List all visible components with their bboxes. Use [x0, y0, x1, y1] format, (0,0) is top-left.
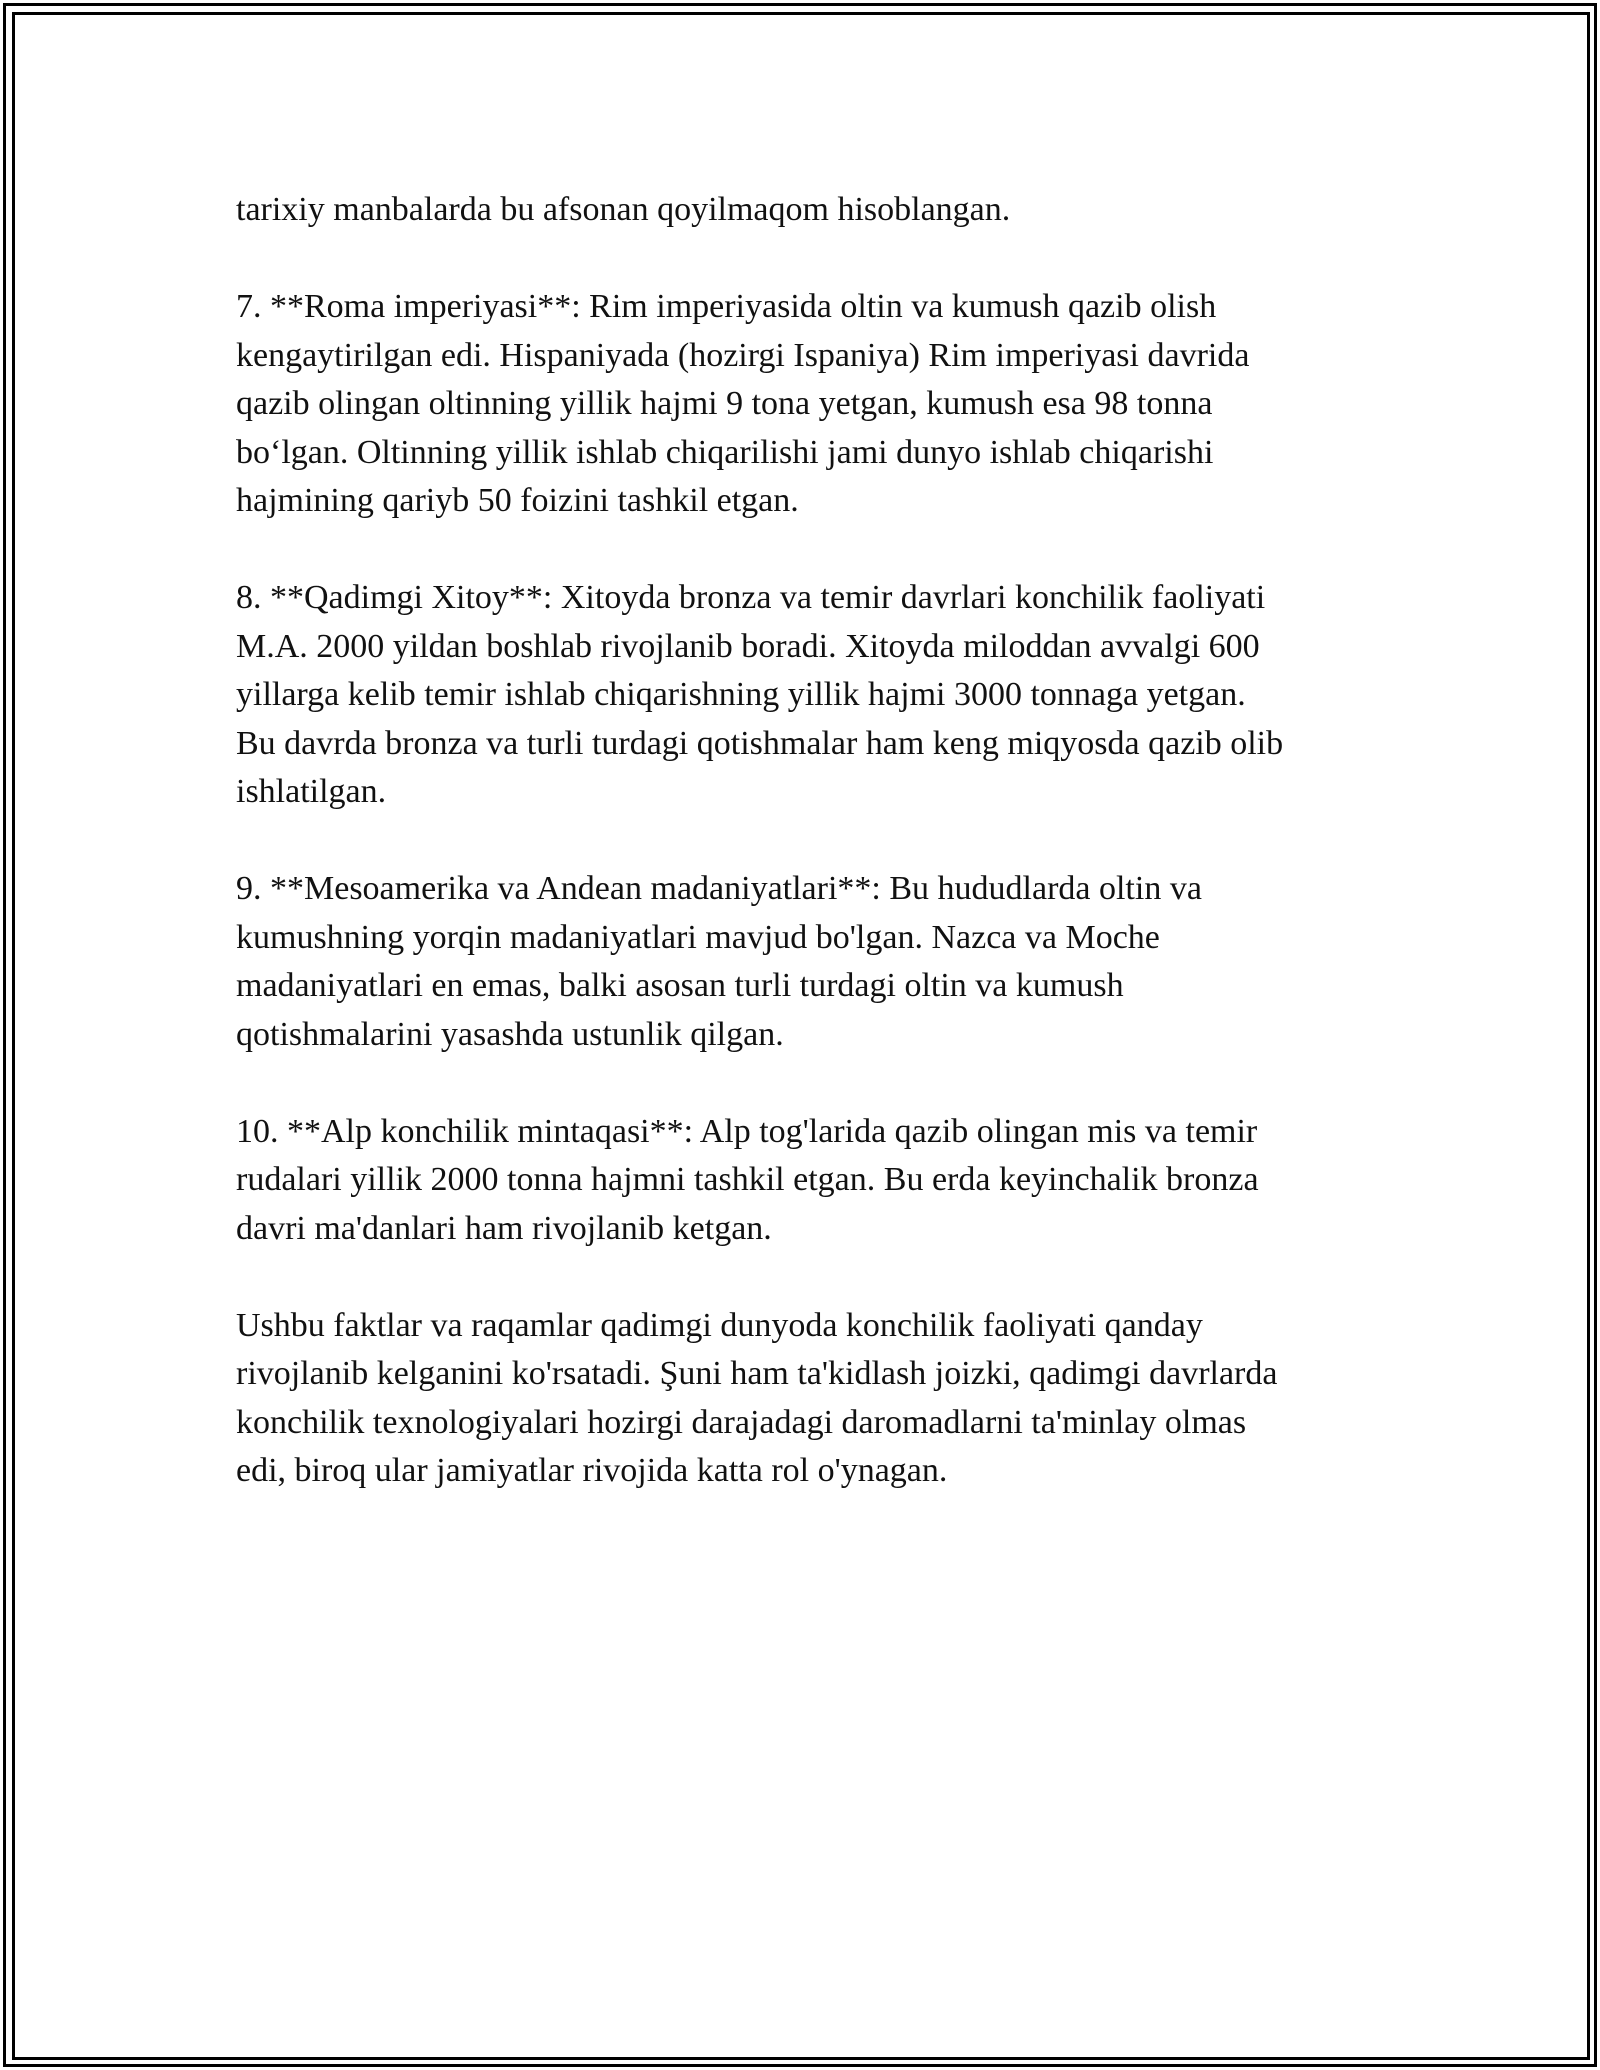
document-body: [236, 186, 1386, 1496]
paragraph-mesoamerika-andean: 9. **Mesoamerika va Andean madaniyatlari**: Bu hududlarda oltin va kumushning yorqin madaniyatlari mavjud bo'lgan. Nazca va Moche madaniyatlari en emas, balki asosan turli turdagi oltin va kumush qotishmalarini yasashda ustunlik qilgan.: [236, 870, 1202, 1053]
paragraph-intro-continuation: tarixiy manbalarda bu afsonan qoyilmaqom hisoblangan.: [236, 191, 1011, 228]
paragraph-roma-imperiyasi: 7. **Roma imperiyasi**: Rim imperiyasida oltin va kumush qazib olish kengaytirilgan edi. Hispaniyada (hozirgi Ispaniya) Rim imperiyasi davrida qazib olingan oltinning yillik hajmi 9 tona yetgan, kumush esa 98 tonna bo‘lgan. Oltinning yillik ishlab chiqarilishi jami dunyo ishlab chiqarishi hajmining qariyb 50 foizini tashkil etgan.: [236, 288, 1250, 519]
paragraph-conclusion: Ushbu faktlar va raqamlar qadimgi dunyoda konchilik faoliyati qanday rivojlanib kelganini ko'rsatadi. Şuni ham ta'kidlash joizki, qadimgi davrlarda konchilik texnologiyalari hozirgi darajadagi daromadlarni ta'minlay olmas edi, biroq ular jamiyatlar rivojida katta rol o'ynagan.: [236, 1306, 1278, 1489]
paragraph-qadimgi-xitoy: 8. **Qadimgi Xitoy**: Xitoyda bronza va temir davrlari konchilik faoliyati M.A. 2000 yildan boshlab rivojlanib boradi. Xitoyda miloddan avvalgi 600 yillarga kelib temir ishlab chiqarishning yillik hajmi 3000 tonnaga yetgan. Bu davrda bronza va turli turdagi qotishmalar ham keng miqyosda qazib olib ishlatilgan.: [236, 579, 1284, 810]
paragraph-alp-konchilik: 10. **Alp konchilik mintaqasi**: Alp tog'larida qazib olingan mis va temir rudalari yillik 2000 tonna hajmni tashkil etgan. Bu erda keyinchalik bronza davri ma'danlari ham rivojlanib ketgan.: [236, 1112, 1259, 1247]
